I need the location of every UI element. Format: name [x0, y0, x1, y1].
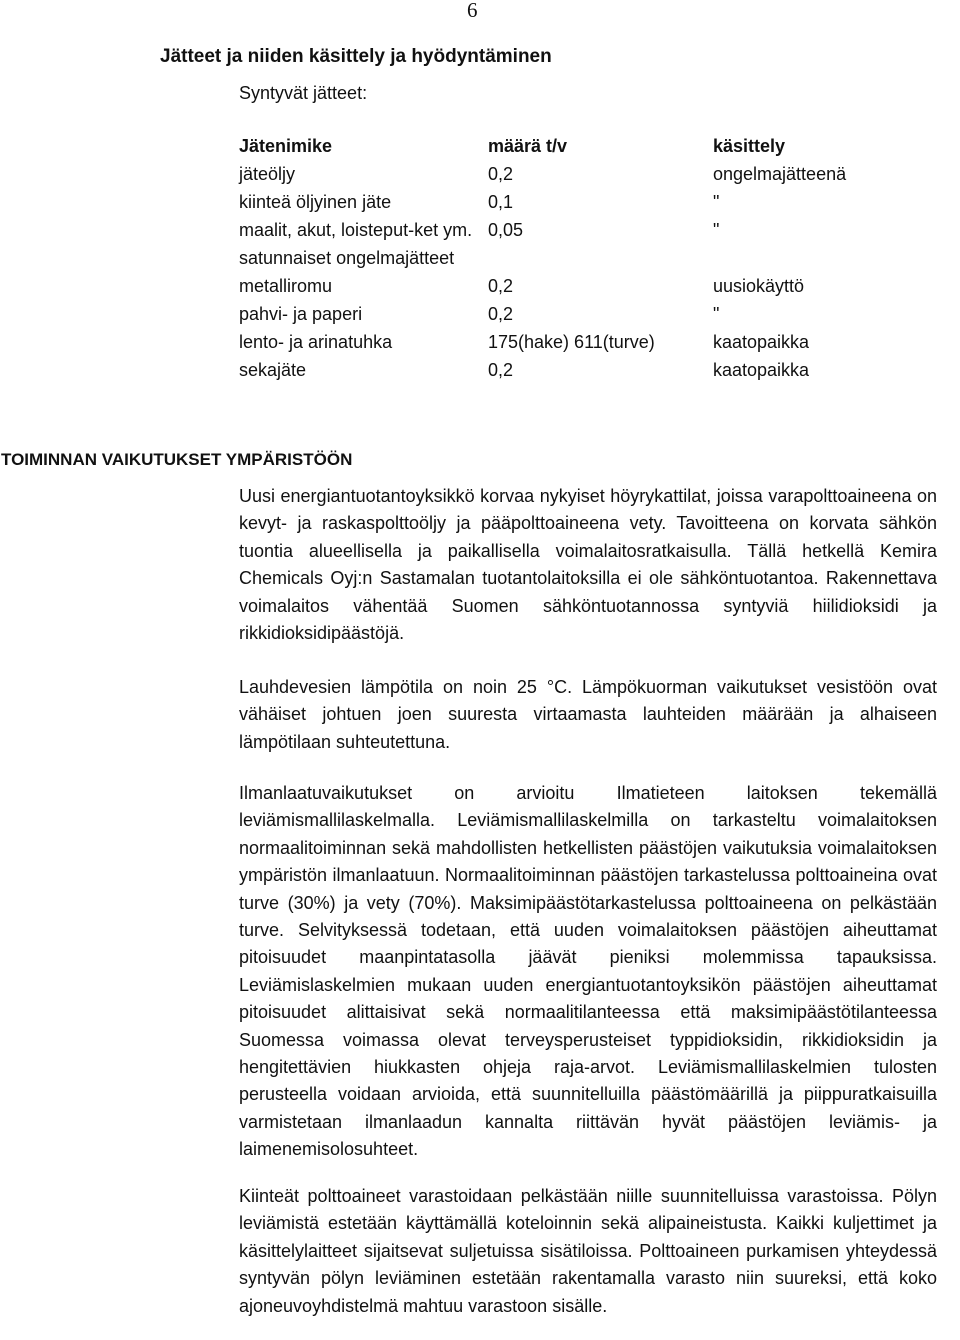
header-kasittely: käsittely — [713, 136, 786, 156]
table-header-row — [233, 132, 959, 160]
paragraph-cooling-water: Lauhdevesien lämpötila on noin 25 °C. Lämpökuorman vaikutukset vesistöön ovat vähäiset johtuen joen suuresta virtaamasta lauhteiden määrään ja alhaiseen lämpötilaan suhteutettuna. — [239, 677, 937, 752]
table-cell: kaatopaikka — [713, 360, 810, 380]
table-row — [233, 328, 959, 356]
table-cell: pahvi- ja paperi — [239, 304, 363, 324]
table-cell: lento- ja arinatuhka — [239, 332, 393, 352]
table-cell: 175(hake) 611(turve) — [488, 332, 655, 352]
table-cell: " — [713, 192, 720, 212]
table-cell: 0,2 — [488, 276, 514, 296]
table-row — [233, 300, 959, 328]
impacts-heading: TOIMINNAN VAIKUTUKSET YMPÄRISTÖÖN — [1, 450, 353, 469]
table-cell: " — [713, 304, 720, 324]
table-cell: ongelmajätteenä — [713, 164, 847, 184]
waste-table — [233, 132, 959, 384]
table-row — [233, 356, 959, 384]
table-row — [233, 272, 959, 300]
table-cell: 0,2 — [488, 304, 514, 324]
paragraph-air-quality: Ilmanlaatuvaikutukset on arvioitu Ilmatieteen laitoksen tekemällä leviämismallilaskelmalla. Leviämismallilaskelmilla on tarkasteltu voimalaitoksen normaalitoiminnan sekä mahdollisten hetkellisten päästöjen vaikutuksia voimalaitoksen ympäristön ilmanlaatuun. Normaalitoiminnan päästöjen tarkastelussa polttoaineina ovat turve (30%) ja vety (70%). Maksimipäästötarkastelussa polttoaineena on pelkästään turve. Selvityksessä todetaan, että uuden voimalaitoksen päästöjen aiheuttamat pitoisuudet maanpintatasolla jäävät pieniksi molemmissa tapauksissa. Leviämislaskelmien mukaan uuden energiantuotantoyksikön päästöjen aiheuttamat pitoisuudet alittaisivat sekä normaalitilanteessa että maksimipäästötilanteessa Suomessa voimassa olevat terveysperusteiset typpidioksidin, rikkidioksidin ja hengitettävien hiukkasten ohjeja raja-arvot. Leviämismallilaskelmien tulosten perusteella voidaan arvioida, että suunnitelluilla päästömäärillä ja piippuratkaisuilla varmistetaan ilmanlaadun kannalta riittävän hyvät päästöjen leviämis- ja laimenemisolosuhteet. — [239, 783, 937, 1160]
table-cell: metalliromu — [239, 276, 333, 296]
table-cell: maalit, akut, loisteput-ket ym. satunnaiset ongelmajätteet — [239, 220, 473, 268]
table-cell: kaatopaikka — [713, 332, 810, 352]
table-cell: 0,05 — [488, 220, 524, 240]
header-jatenimike: Jätenimike — [239, 136, 333, 156]
table-cell: uusiokäyttö — [713, 276, 805, 296]
table-cell: " — [713, 220, 720, 240]
table-cell: sekajäte — [239, 360, 307, 380]
table-cell: kiinteä öljyinen jäte — [239, 192, 392, 212]
table-cell: jäteöljy — [239, 164, 296, 184]
table-row — [233, 188, 959, 216]
table-row — [233, 216, 959, 272]
page-number: 6 — [467, 0, 478, 22]
paragraph-energy-unit: Uusi energiantuotantoyksikkö korvaa nykyiset höyrykattilat, joissa varapolttoaineena on kevyt- ja raskaspolttoöljy ja pääpolttoaineena vety. Tavoitteena on korvata sähkön tuontia alueellisella ja paikallisella voimalaitosratkaisulla. Tällä hetkellä Kemira Chemicals Oyj:n Sastamalan tuotantolaitoksilla ei ole sähköntuotantoa. Rakennettava voimalaitos vähentää Suomen sähköntuotannossa syntyviä hiilidioksidi ja rikkidioksidipäästöjä. — [239, 486, 937, 644]
table-cell: 0,2 — [488, 164, 514, 184]
table-cell: 0,2 — [488, 360, 514, 380]
header-maara: määrä t/v — [488, 136, 568, 156]
section-heading: Jätteet ja niiden käsittely ja hyödyntäminen — [160, 46, 552, 67]
paragraph-fuel-storage: Kiinteät polttoaineet varastoidaan pelkästään niille suunnitelluissa varastoissa. Pölyn leviämistä estetään käyttämällä koteloinnin sekä alipaineistusta. Kaikki kuljettimet ja käsittelylaitteet sijaitsevat suljetuissa sisätiloissa. Polttoaineen purkamisen yhteydessä syntyvän pölyn leviäminen estetään rakentamalla varasto niin suureksi, että koko ajoneuvoyhdistelmä mahtuu varastoon sisälle. — [239, 1186, 937, 1316]
table-row — [233, 160, 959, 188]
waste-subheading: Syntyvät jätteet: — [239, 83, 368, 103]
table-cell: 0,1 — [488, 192, 514, 212]
